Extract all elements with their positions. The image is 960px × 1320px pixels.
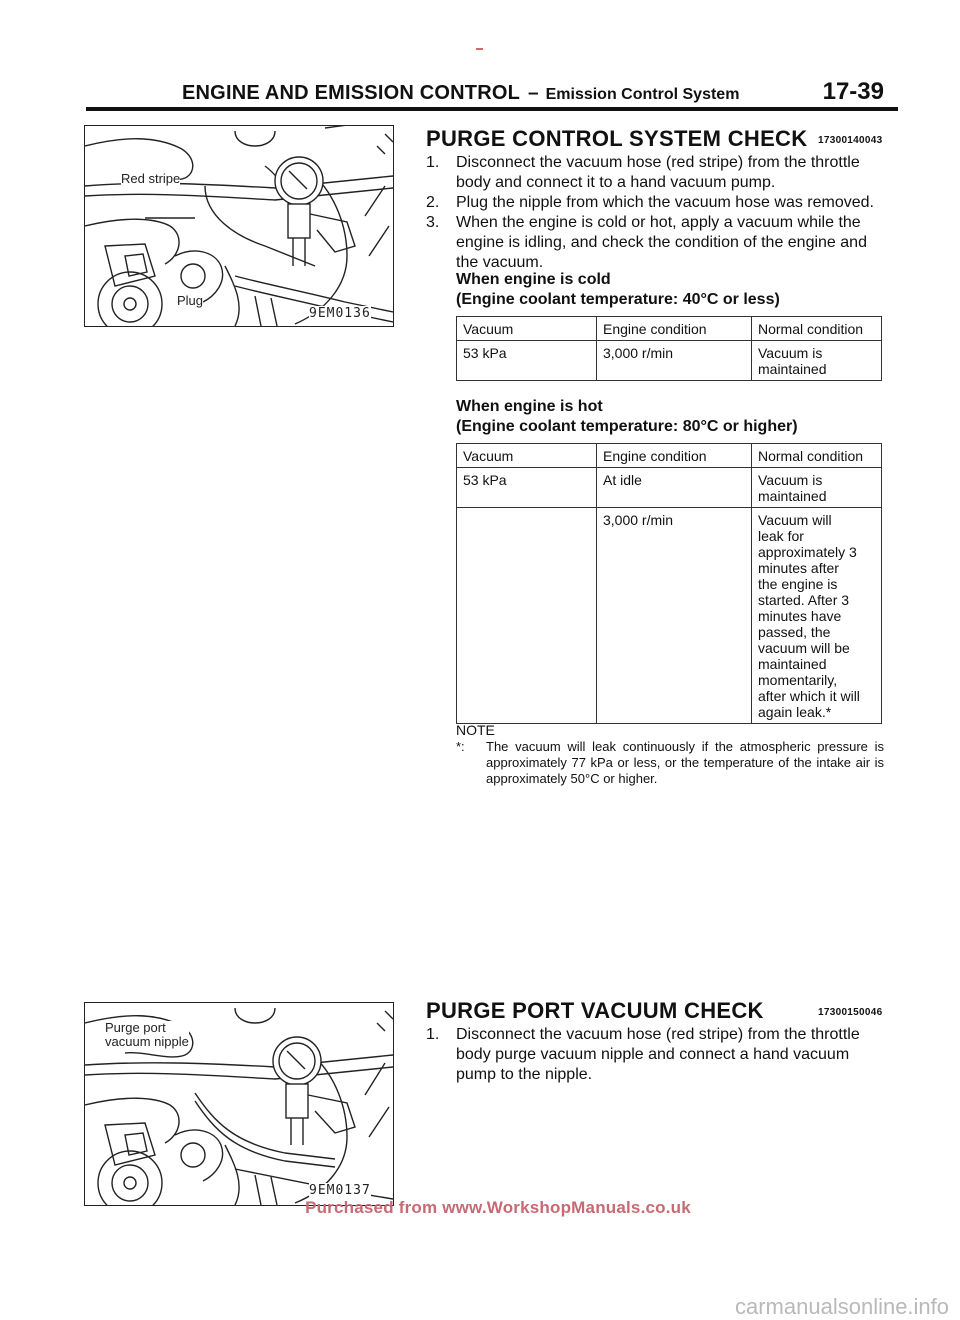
purge-control-code: 17300140043 [818, 135, 883, 146]
cell-vacuum [457, 508, 597, 724]
step-text: Disconnect the vacuum hose (red stripe) from the throttle body purge vacuum nipple and connect a hand vacuum pump to the nipple. [456, 1026, 860, 1083]
header-dash: – [528, 83, 539, 104]
note-mark: *: [456, 739, 465, 754]
cell-normal: Vacuum is maintained [752, 468, 882, 508]
figure-code-1: 9EM0136 [309, 306, 371, 321]
cell-engine: 3,000 r/min [597, 341, 752, 381]
purge-port-code: 17300150046 [818, 1007, 883, 1018]
step-number: 1. [426, 1026, 440, 1043]
table-row [457, 508, 882, 724]
hot-heading-line1: When engine is hot [456, 398, 603, 415]
header-rule [86, 107, 898, 111]
label-plug: Plug [177, 293, 204, 308]
cell-normal: Vacuum is maintained [752, 341, 882, 381]
print-mark [476, 48, 483, 50]
step-number: 1. [426, 154, 440, 171]
label-purge-port [105, 1021, 189, 1049]
cell-vacuum: 53 kPa [457, 468, 597, 508]
purge-control-steps [426, 153, 886, 273]
step-item [426, 153, 886, 193]
purge-port-title: PURGE PORT VACUUM CHECK [426, 998, 764, 1023]
col-header-normal: Normal condition [752, 317, 882, 341]
hot-condition-heading [456, 397, 798, 437]
cold-heading-line2: (Engine coolant temperature: 40°C or less) [456, 291, 780, 308]
step-item [426, 213, 886, 273]
note-text: The vacuum will leak continuously if the atmospheric pressure is approximately 77 kPa or less, or the temperature of the intake air is approximately 50°C or higher. [486, 739, 884, 786]
col-header-normal: Normal condition [752, 444, 882, 468]
step-number: 3. [426, 214, 440, 231]
step-text: Plug the nipple from which the vacuum hose was removed. [456, 194, 874, 211]
figure-purge-control [84, 125, 394, 327]
table-header-row [457, 444, 882, 468]
col-header-vacuum: Vacuum [457, 317, 597, 341]
table-row [457, 468, 882, 508]
label-purge-port-line2: vacuum nipple [105, 1034, 189, 1049]
cold-heading-line1: When engine is cold [456, 271, 611, 288]
hot-condition-table [456, 443, 882, 724]
col-header-engine: Engine condition [597, 444, 752, 468]
table-row [457, 341, 882, 381]
purge-control-title: PURGE CONTROL SYSTEM CHECK [426, 126, 808, 151]
table-header-row [457, 317, 882, 341]
page-header [182, 78, 884, 108]
cell-engine: 3,000 r/min [597, 508, 752, 724]
figure-purge-port [84, 1002, 394, 1206]
engine-illustration-1 [85, 126, 393, 326]
step-number: 2. [426, 194, 440, 211]
step-text: Disconnect the vacuum hose (red stripe) from the throttle body and connect it to a hand vacuum pump. [456, 154, 860, 191]
figure-code-2: 9EM0137 [309, 1183, 371, 1198]
cell-normal: Vacuum will leak for approximately 3 minutes after the engine is started. After 3 minutes have passed, the vacuum will be maintained momentarily, after which it will again leak.* [752, 508, 882, 724]
page-number: 17-39 [822, 78, 884, 105]
cell-vacuum: 53 kPa [457, 341, 597, 381]
col-header-vacuum: Vacuum [457, 444, 597, 468]
footer-source: Purchased from www.WorkshopManuals.co.uk [305, 1198, 691, 1217]
col-header-engine: Engine condition [597, 317, 752, 341]
label-purge-port-line1: Purge port [105, 1020, 166, 1035]
step-item [426, 193, 886, 213]
step-text: When the engine is cold or hot, apply a vacuum while the engine is idling, and check the condition of the engine and the vacuum. [456, 214, 867, 271]
cold-condition-heading [456, 270, 780, 310]
cell-engine: At idle [597, 468, 752, 508]
label-red-stripe: Red stripe [121, 171, 181, 186]
step-item [426, 1025, 886, 1085]
note-heading: NOTE [456, 722, 495, 738]
purge-port-steps [426, 1025, 886, 1085]
footer-watermark: carmanualsonline.info [735, 1294, 950, 1319]
hot-heading-line2: (Engine coolant temperature: 80°C or higher) [456, 418, 798, 435]
cold-condition-table [456, 316, 882, 381]
header-subsection: Emission Control System [545, 86, 740, 103]
header-section: ENGINE AND EMISSION CONTROL [182, 82, 521, 104]
